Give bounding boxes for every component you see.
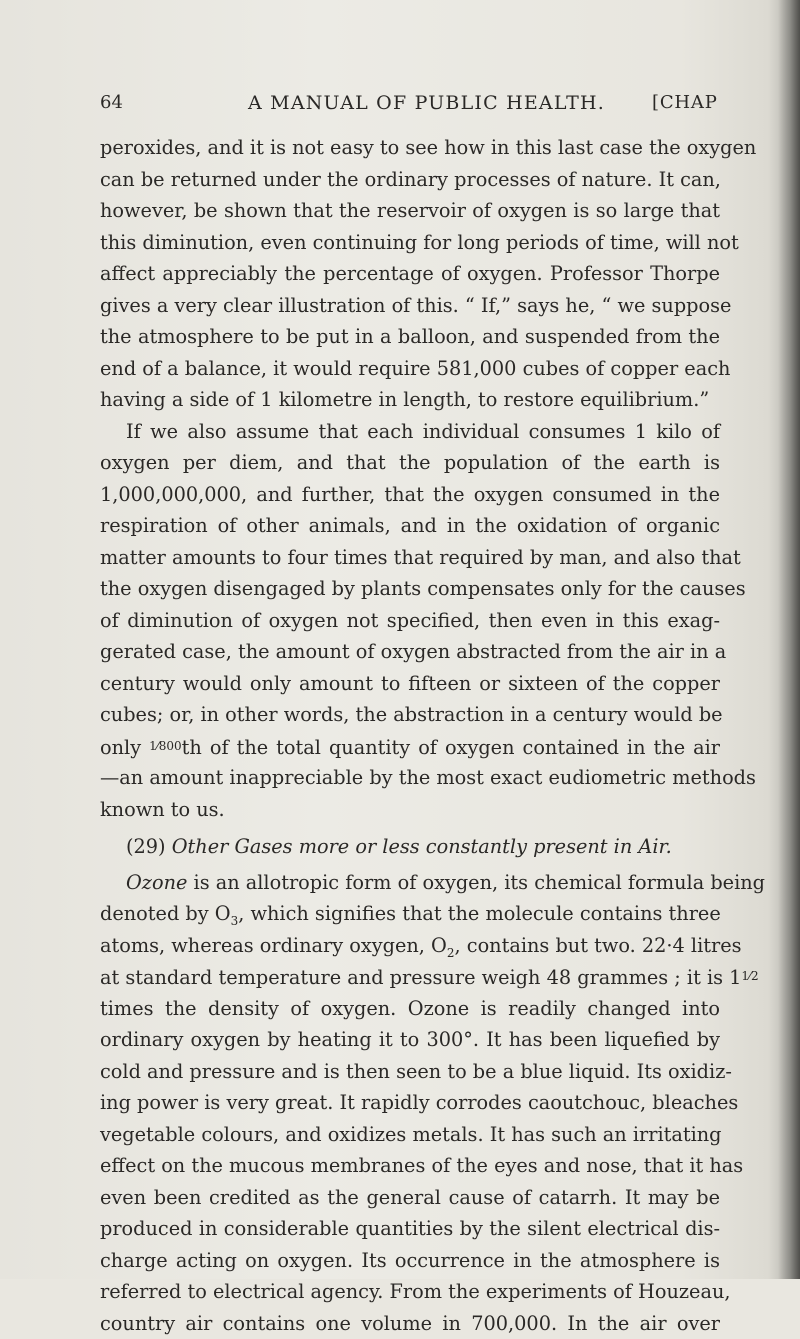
text-line: respiration of other animals, and in the oxidation of organic (100, 510, 720, 542)
subscript: 3 (231, 914, 239, 928)
text-line: oxygen per diem, and that the population of the earth is (100, 447, 720, 479)
fraction: 1⁄2 (741, 969, 758, 983)
text-line: produced in considerable quantities by the silent electrical dis- (100, 1213, 720, 1245)
text-line: country air contains one volume in 700,000. In the air over (100, 1308, 720, 1339)
section-title: Other Gases more or less constantly present in Air. (172, 835, 672, 858)
text-line: vegetable colours, and oxidizes metals. It has such an irritating (100, 1119, 720, 1151)
text-line: matter amounts to four times that required by man, and also that (100, 542, 720, 574)
text-line: effect on the mucous membranes of the eyes and nose, that it has (100, 1150, 720, 1182)
subscript: 2 (447, 945, 455, 959)
text-fragment: , contains but two. 22·4 litres (455, 934, 742, 957)
section-heading (100, 831, 720, 863)
fraction: 1⁄800 (149, 739, 182, 753)
text-line: referred to electrical agency. From the experiments of Houzeau, (100, 1276, 720, 1308)
section-number: (29) (126, 835, 166, 858)
text-line: gives a very clear illustration of this. “ If,” says he, “ we suppose (100, 290, 720, 322)
text-line: having a side of 1 kilometre in length, to restore equilibrium.” (100, 384, 720, 416)
text-fragment: only (100, 736, 149, 759)
text-line: ing power is very great. It rapidly corrodes caoutchouc, bleaches (100, 1087, 720, 1119)
text-line: end of a balance, it would require 581,000 cubes of copper each (100, 353, 720, 385)
text-line: times the density of oxygen. Ozone is readily changed into (100, 993, 720, 1025)
text-line: can be returned under the ordinary processes of nature. It can, (100, 164, 720, 196)
text-fragment: is an allotropic form of oxygen, its chemical formula being (187, 871, 765, 894)
text-line: the oxygen disengaged by plants compensates only for the causes (100, 573, 720, 605)
lead-word: Ozone (126, 871, 187, 894)
page-number: 64 (100, 92, 123, 113)
text-line (100, 898, 720, 930)
text-fragment: at standard temperature and pressure weigh 48 grammes ; it is 1 (100, 966, 741, 989)
text-fragment: , which signifies that the molecule contains three (238, 902, 721, 925)
body-text (100, 132, 720, 1339)
running-header (100, 92, 720, 118)
text-line: known to us. (100, 794, 720, 826)
text-line: however, be shown that the reservoir of oxygen is so large that (100, 195, 720, 227)
text-line (100, 961, 720, 993)
text-fragment: denoted by O (100, 902, 231, 925)
text-line: peroxides, and it is not easy to see how in this last case the oxygen (100, 132, 720, 164)
text-line: If we also assume that each individual consumes 1 kilo of (100, 416, 720, 448)
text-line: gerated case, the amount of oxygen abstracted from the air in a (100, 636, 720, 668)
text-line: affect appreciably the percentage of oxygen. Professor Thorpe (100, 258, 720, 290)
text-line: even been credited as the general cause of catarrh. It may be (100, 1182, 720, 1214)
text-line: cubes; or, in other words, the abstraction in a century would be (100, 699, 720, 731)
text-line: 1,000,000,000, and further, that the oxygen consumed in the (100, 479, 720, 511)
running-title: A MANUAL OF PUBLIC HEALTH. (248, 92, 605, 114)
text-line: century would only amount to fifteen or sixteen of the copper (100, 668, 720, 700)
text-fragment: th of the total quantity of oxygen contained in the air (182, 736, 720, 759)
text-line: this diminution, even continuing for long periods of time, will not (100, 227, 720, 259)
text-line: —an amount inappreciable by the most exact eudiometric methods (100, 762, 720, 794)
text-line-fraction (100, 731, 720, 763)
text-line (100, 867, 720, 899)
chapter-marker: [CHAP (652, 92, 718, 113)
text-line: of diminution of oxygen not specified, then even in this exag- (100, 605, 720, 637)
text-fragment: atoms, whereas ordinary oxygen, O (100, 934, 447, 957)
text-line: charge acting on oxygen. Its occurrence in the atmosphere is (100, 1245, 720, 1277)
text-line: ordinary oxygen by heating it to 300°. It has been liquefied by (100, 1024, 720, 1056)
text-line: cold and pressure and is then seen to be a blue liquid. Its oxidiz- (100, 1056, 720, 1088)
page-edge-shadow (778, 0, 800, 1279)
text-line (100, 930, 720, 962)
text-line: the atmosphere to be put in a balloon, and suspended from the (100, 321, 720, 353)
